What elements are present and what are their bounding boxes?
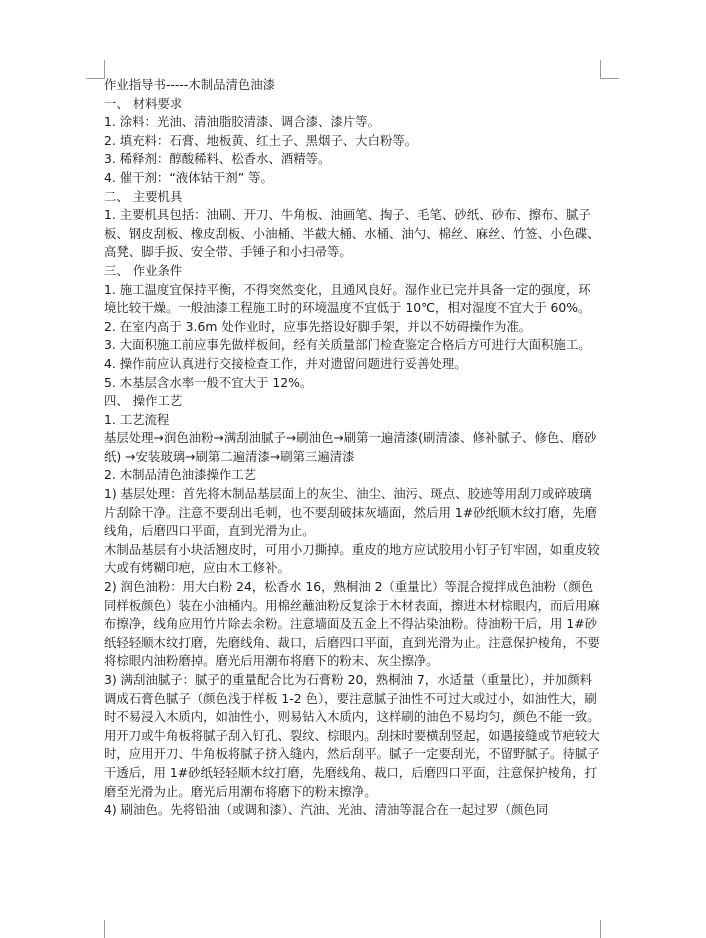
paragraph: 3. 大面积施工前应事先做样板间，经有关质量部门检查鉴定合格后方可进行大面积施工。 (104, 337, 591, 353)
crop-mark-bottom-left (86, 920, 105, 938)
crop-mark-top-right (600, 60, 619, 79)
paragraph: 1. 施工温度宜保持平衡，不得突然变化，且通风良好。湿作业已完并具备一定的强度，环境比较干燥。一般油漆工程施工时的环境温度不宜低于 10℃，相对湿度不宜大于 60%。 (104, 281, 591, 316)
paragraph: 1. 工艺流程 (104, 411, 170, 427)
paragraph: 2. 在室内高于 3.6m 处作业时，应事先搭设好脚手架，并以不妨碍操作为准。 (104, 318, 532, 334)
paragraph: 4. 操作前应认真进行交接检查工作，并对遗留问题进行妥善处理。 (104, 355, 467, 371)
paragraph: 2. 木制品清色油漆操作工艺 (104, 467, 257, 483)
crop-mark-top-left (86, 60, 105, 79)
paragraph: 1. 涂料：光油、清油脂胶清漆、调合漆、漆片等。 (104, 114, 380, 130)
crop-mark-bottom-right (600, 920, 619, 938)
paragraph: 4) 刷油色。先将铅油（或调和漆）、汽油、光油、清油等混合在一起过罗（颜色同 (104, 802, 549, 818)
paragraph: 1) 基层处理：首先将木制品基层面上的灰尘、油尘、油污、斑点、胶迹等用刮刀或碎玻璃片刮除干净。注意不要刮出毛刺，也不要刮破抹灰墙面，然后用 1#砂纸顺木纹打磨，先磨线角，后磨四口平面，直到光滑为止。 (104, 486, 598, 539)
document-title: 作业指导书-----木制品清色油漆 (104, 77, 276, 92)
paragraph: 4. 催干剂：“液体钴干剂” 等。 (104, 169, 273, 185)
section-heading-materials: 一、 材料要求 (104, 95, 183, 111)
paragraph: 3. 稀释剂：醇酸稀料、松香水、酒精等。 (104, 151, 331, 167)
paragraph: 基层处理→润色油粉→满刮油腻子→刷油色→刷第一遍清漆(刷清漆、修补腻子、修色、磨砂纸) →安装玻璃→刷第二遍清漆→刷第三遍清漆 (104, 430, 597, 464)
paragraph: 木制品基层有小块活翘皮时，可用小刀撕掉。重皮的地方应试胶用小钉子钉牢固，如重皮较大或有烤糊印疤，应由木工修补。 (104, 541, 600, 576)
paragraph: 5. 木基层含水率一般不宜大于 12%。 (104, 374, 313, 390)
paragraph: 2. 填充料：石膏、地板黄、红土子、黑烟子、大白粉等。 (104, 132, 418, 148)
paragraph: 3) 满刮油腻子：腻子的重量配合比为石膏粉 20，熟桐油 7，水适量（重量比），并加颜料调成石膏色腻子（颜色浅于样板 1-2 色），要注意腻子油性不可过大或过小，如油性大，刷时不易浸入木质内，如油性小，则易钻入木质内，这样刷的油色不易均匀，颜色不能一致。用开刀或牛角板将腻子刮入钉孔、裂纹、棕眼内。刮抹时要横刮竖起，如遇接缝或节疤较大时，应用开刀、牛角板将腻子挤入缝内，然后刮平。腻子一定要刮光，不留野腻子。待腻子干透后，用 1#砂纸轻轻顺木纹打磨，先磨线角、裁口，后磨四口平面，注意保护棱角，打磨至光滑为止。磨光后用潮布将磨下的粉末擦净。 (104, 672, 600, 799)
section-heading-conditions: 三、 作业条件 (104, 262, 183, 278)
document-body (104, 76, 602, 820)
section-heading-tools: 二、 主要机具 (104, 188, 183, 204)
paragraph: 1. 主要机具包括：油刷、开刀、牛角板、油画笔、掏子、毛笔、砂纸、砂布、擦布、腻子板、钢皮刮板、橡皮刮板、小油桶、半截大桶、水桶、油勺、棉丝、麻丝、竹签、小色碟、高凳、脚手扳、安全带、手锤子和小扫帚等。 (104, 207, 600, 260)
section-heading-process: 四、 操作工艺 (104, 393, 183, 409)
paragraph: 2) 润色油粉：用大白粉 24，松香水 16，熟桐油 2（重量比）等混合搅拌成色油粉（颜色同样板颜色）装在小油桶内。用棉丝蘸油粉反复涂于木材表面，擦进木材棕眼内，而后用麻布擦净，线角应用竹片除去余粉。注意墙面及五金上不得沾染油粉。待油粉干后，用 1#砂纸轻轻顺木纹打磨，先磨线角、裁口，后磨四口平面，直到光滑为止。注意保护棱角，不要将棕眼内油粉磨掉。磨光后用潮布将磨下的粉末、灰尘擦净。 (104, 579, 600, 669)
